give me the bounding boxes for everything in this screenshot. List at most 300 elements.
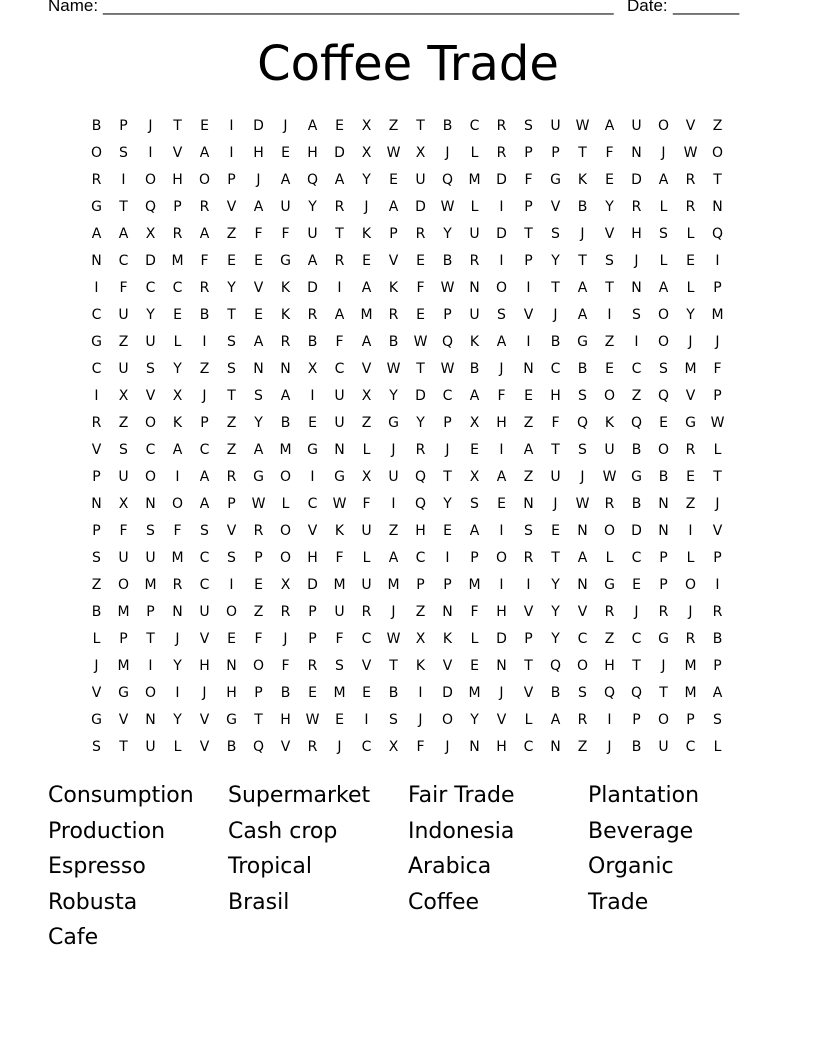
grid-letter: S	[227, 361, 236, 377]
grid-letter: S	[578, 685, 587, 701]
grid-letter: M	[468, 577, 481, 593]
grid-letter: F	[713, 361, 722, 377]
grid-letter: Q	[630, 685, 643, 701]
grid-letter: W	[386, 361, 401, 377]
grid-letter: L	[470, 199, 479, 215]
grid-letter: E	[362, 685, 371, 701]
grid-letter: J	[256, 172, 261, 188]
grid-letter: F	[416, 739, 425, 755]
grid-letter: O	[144, 415, 157, 431]
grid-letter: A	[388, 550, 399, 566]
grid-letter: P	[443, 415, 452, 431]
grid-letter: I	[337, 280, 342, 296]
grid-letter: P	[524, 253, 533, 269]
grid-letter: X	[118, 388, 129, 404]
grid-letter: V	[253, 280, 264, 296]
grid-row	[83, 113, 733, 140]
grid-letter: M	[279, 442, 292, 458]
grid-letter: G	[253, 469, 264, 485]
word-bank-item: Coffee	[408, 889, 480, 915]
grid-letter: R	[685, 172, 696, 188]
grid-letter: R	[172, 577, 183, 593]
grid-letter: V	[199, 739, 210, 755]
grid-letter: G	[334, 469, 345, 485]
grid-letter: H	[253, 145, 264, 161]
grid-letter: U	[334, 388, 345, 404]
grid-letter: R	[415, 226, 426, 242]
grid-letter: R	[577, 712, 588, 728]
grid-letter: E	[524, 388, 533, 404]
grid-letter: J	[499, 685, 504, 701]
word-bank-item: Espresso	[48, 854, 146, 879]
grid-letter: S	[254, 388, 263, 404]
grid-letter: L	[686, 550, 695, 566]
grid-letter: C	[577, 631, 588, 647]
grid-letter: T	[524, 226, 533, 242]
grid-letter: T	[227, 388, 236, 404]
grid-letter: Y	[173, 712, 182, 728]
grid-letter: R	[604, 604, 615, 620]
grid-letter: O	[657, 307, 670, 323]
grid-letter: I	[364, 712, 369, 728]
grid-letter: E	[605, 172, 614, 188]
grid-letter: A	[577, 280, 588, 296]
grid-letter: T	[551, 442, 560, 458]
grid-letter: T	[416, 118, 425, 134]
grid-letter: O	[603, 523, 616, 539]
grid-letter: I	[499, 577, 504, 593]
grid-letter: Z	[604, 334, 615, 350]
grid-letter: T	[713, 469, 722, 485]
grid-letter: G	[91, 712, 102, 728]
word-bank-item: Consumption	[48, 783, 194, 808]
grid-letter: W	[440, 361, 455, 377]
grid-letter: U	[145, 550, 156, 566]
grid-letter: J	[580, 469, 585, 485]
word-bank-item: Arabica	[408, 854, 492, 879]
grid-letter: P	[659, 577, 668, 593]
grid-letter: V	[199, 631, 210, 647]
grid-letter: B	[631, 739, 642, 755]
grid-letter: W	[413, 334, 428, 350]
grid-letter: I	[94, 388, 99, 404]
grid-letter: X	[172, 388, 183, 404]
grid-row	[83, 275, 733, 302]
grid-letter: T	[713, 172, 722, 188]
grid-letter: I	[229, 118, 234, 134]
grid-letter: L	[470, 631, 479, 647]
grid-letter: E	[551, 523, 560, 539]
grid-letter: N	[550, 739, 561, 755]
grid-letter: E	[362, 253, 371, 269]
word-bank-item: Trade	[588, 889, 649, 915]
grid-row	[83, 734, 733, 761]
grid-letter: F	[200, 253, 209, 269]
grid-letter: E	[254, 577, 263, 593]
grid-letter: K	[280, 280, 291, 296]
grid-letter: N	[658, 523, 669, 539]
grid-letter: O	[279, 469, 292, 485]
grid-letter: S	[659, 361, 668, 377]
grid-letter: J	[148, 118, 153, 134]
grid-letter: E	[227, 253, 236, 269]
grid-letter: V	[361, 361, 372, 377]
grid-letter: B	[577, 199, 588, 215]
grid-letter: G	[550, 172, 561, 188]
grid-letter: U	[469, 226, 480, 242]
grid-letter: C	[415, 550, 426, 566]
grid-letter: P	[92, 469, 101, 485]
grid-letter: U	[604, 442, 615, 458]
grid-letter: N	[145, 712, 156, 728]
grid-letter: J	[337, 739, 342, 755]
grid-letter: Z	[91, 577, 102, 593]
grid-letter: N	[91, 496, 102, 512]
grid-letter: X	[361, 118, 372, 134]
grid-row	[83, 383, 733, 410]
grid-letter: L	[686, 280, 695, 296]
grid-letter: M	[387, 577, 400, 593]
grid-letter: A	[361, 280, 372, 296]
grid-letter: E	[227, 631, 236, 647]
grid-letter: A	[118, 226, 129, 242]
grid-letter: E	[308, 415, 317, 431]
grid-letter: P	[146, 604, 155, 620]
grid-letter: J	[94, 658, 99, 674]
grid-letter: J	[688, 334, 693, 350]
grid-letter: Z	[577, 739, 588, 755]
grid-letter: O	[603, 388, 616, 404]
grid-letter: O	[657, 118, 670, 134]
grid-row	[83, 194, 733, 221]
grid-letter: O	[441, 712, 454, 728]
grid-letter: B	[280, 685, 291, 701]
name-blank-line: ______________________________________________________	[103, 0, 614, 15]
grid-letter: C	[91, 361, 102, 377]
grid-letter: U	[199, 604, 210, 620]
grid-letter: A	[199, 226, 210, 242]
grid-letter: A	[334, 172, 345, 188]
grid-letter: U	[145, 739, 156, 755]
grid-letter: F	[362, 496, 371, 512]
grid-letter: A	[199, 496, 210, 512]
grid-letter: V	[226, 523, 237, 539]
grid-letter: V	[496, 712, 507, 728]
grid-letter: Y	[389, 388, 398, 404]
grid-letter: W	[386, 631, 401, 647]
grid-row	[83, 518, 733, 545]
grid-row	[83, 626, 733, 653]
grid-letter: B	[550, 334, 561, 350]
grid-letter: C	[631, 631, 642, 647]
grid-letter: P	[443, 307, 452, 323]
grid-letter: U	[550, 469, 561, 485]
grid-letter: C	[469, 118, 480, 134]
grid-letter: Z	[361, 415, 372, 431]
grid-row	[83, 599, 733, 626]
grid-letter: N	[523, 496, 534, 512]
grid-row	[83, 221, 733, 248]
grid-letter: B	[388, 334, 399, 350]
grid-letter: H	[280, 712, 291, 728]
grid-letter: Z	[118, 334, 129, 350]
grid-row	[83, 545, 733, 572]
grid-letter: O	[117, 577, 130, 593]
grid-letter: C	[442, 388, 453, 404]
grid-letter: W	[683, 145, 698, 161]
grid-letter: S	[578, 442, 587, 458]
grid-letter: Y	[551, 631, 560, 647]
grid-letter: A	[496, 469, 507, 485]
grid-letter: X	[388, 739, 399, 755]
grid-letter: Y	[146, 307, 155, 323]
grid-letter: Q	[603, 685, 616, 701]
grid-letter: I	[310, 388, 315, 404]
grid-row	[83, 437, 733, 464]
grid-letter: F	[470, 604, 479, 620]
grid-letter: U	[361, 523, 372, 539]
grid-letter: C	[334, 361, 345, 377]
grid-letter: X	[307, 361, 318, 377]
grid-letter: X	[361, 469, 372, 485]
grid-row	[83, 410, 733, 437]
grid-letter: I	[715, 577, 720, 593]
grid-letter: S	[389, 712, 398, 728]
grid-letter: J	[715, 496, 720, 512]
grid-letter: A	[712, 685, 723, 701]
grid-letter: G	[118, 685, 129, 701]
grid-letter: A	[469, 388, 480, 404]
grid-letter: Y	[362, 172, 371, 188]
grid-letter: J	[553, 307, 558, 323]
grid-letter: P	[713, 280, 722, 296]
grid-letter: U	[118, 550, 129, 566]
grid-letter: E	[254, 307, 263, 323]
grid-letter: W	[332, 496, 347, 512]
grid-letter: F	[335, 631, 344, 647]
grid-letter: U	[334, 415, 345, 431]
grid-letter: Y	[551, 604, 560, 620]
grid-letter: J	[634, 253, 639, 269]
grid-letter: J	[391, 604, 396, 620]
grid-letter: C	[550, 361, 561, 377]
grid-letter: F	[416, 280, 425, 296]
grid-letter: F	[551, 415, 560, 431]
grid-letter: O	[252, 658, 265, 674]
grid-letter: T	[146, 631, 155, 647]
grid-letter: U	[361, 577, 372, 593]
grid-letter: U	[118, 361, 129, 377]
grid-letter: L	[686, 226, 695, 242]
grid-letter: S	[497, 307, 506, 323]
grid-letter: L	[92, 631, 101, 647]
grid-letter: F	[281, 658, 290, 674]
grid-letter: F	[119, 523, 128, 539]
grid-letter: A	[199, 145, 210, 161]
grid-letter: H	[496, 604, 507, 620]
grid-letter: D	[307, 577, 318, 593]
grid-letter: W	[440, 280, 455, 296]
grid-letter: T	[551, 280, 560, 296]
grid-letter: J	[283, 118, 288, 134]
grid-letter: V	[280, 739, 291, 755]
grid-letter: R	[280, 604, 291, 620]
grid-letter: T	[335, 226, 344, 242]
grid-letter: E	[686, 469, 695, 485]
grid-row	[83, 464, 733, 491]
word-bank-item: Cash crop	[228, 818, 338, 844]
grid-letter: Z	[388, 523, 399, 539]
grid-letter: M	[144, 577, 157, 593]
grid-letter: E	[497, 496, 506, 512]
grid-letter: M	[117, 604, 130, 620]
word-bank-item: Robusta	[48, 889, 138, 915]
grid-letter: C	[631, 550, 642, 566]
grid-letter: V	[307, 523, 318, 539]
grid-letter: M	[711, 307, 724, 323]
grid-letter: Y	[416, 415, 425, 431]
grid-letter: X	[415, 145, 426, 161]
grid-letter: S	[605, 253, 614, 269]
grid-letter: E	[470, 442, 479, 458]
grid-letter: J	[445, 442, 450, 458]
grid-letter: N	[469, 739, 480, 755]
grid-letter: O	[225, 604, 238, 620]
grid-row	[83, 572, 733, 599]
grid-letter: Z	[712, 118, 723, 134]
grid-letter: V	[685, 118, 696, 134]
grid-letter: N	[91, 253, 102, 269]
grid-letter: P	[119, 118, 128, 134]
grid-letter: P	[443, 577, 452, 593]
grid-letter: Q	[306, 172, 319, 188]
grid-letter: B	[577, 361, 588, 377]
grid-letter: N	[145, 496, 156, 512]
grid-letter: A	[172, 442, 183, 458]
grid-letter: P	[551, 145, 560, 161]
grid-letter: Y	[308, 199, 317, 215]
grid-letter: R	[199, 280, 210, 296]
grid-letter: P	[200, 415, 209, 431]
grid-letter: B	[307, 334, 318, 350]
grid-letter: C	[172, 280, 183, 296]
grid-letter: P	[524, 199, 533, 215]
grid-letter: B	[226, 739, 237, 755]
grid-letter: Y	[443, 226, 452, 242]
grid-letter: B	[199, 307, 210, 323]
word-bank-item: Beverage	[588, 818, 694, 844]
grid-letter: L	[362, 442, 371, 458]
grid-letter: P	[173, 199, 182, 215]
grid-letter: G	[91, 334, 102, 350]
grid-letter: R	[307, 739, 318, 755]
word-bank-item: Plantation	[588, 783, 700, 808]
grid-letter: H	[226, 685, 237, 701]
grid-letter: D	[415, 388, 426, 404]
grid-letter: A	[388, 199, 399, 215]
grid-letter: P	[416, 577, 425, 593]
grid-letter: O	[495, 550, 508, 566]
grid-letter: K	[442, 631, 453, 647]
grid-letter: C	[199, 577, 210, 593]
grid-letter: L	[470, 145, 479, 161]
grid-letter: N	[523, 361, 534, 377]
grid-letter: L	[659, 199, 668, 215]
grid-letter: R	[604, 496, 615, 512]
grid-letter: S	[632, 307, 641, 323]
grid-letter: R	[388, 307, 399, 323]
grid-letter: M	[684, 361, 697, 377]
grid-letter: H	[631, 226, 642, 242]
grid-letter: S	[578, 388, 587, 404]
grid-letter: Z	[226, 442, 237, 458]
grid-letter: E	[389, 172, 398, 188]
grid-letter: A	[307, 118, 318, 134]
grid-letter: V	[388, 253, 399, 269]
grid-letter: W	[575, 496, 590, 512]
grid-letter: L	[362, 550, 371, 566]
grid-letter: B	[91, 118, 102, 134]
grid-letter: Y	[227, 280, 236, 296]
grid-letter: I	[526, 280, 531, 296]
grid-letter: A	[91, 226, 102, 242]
grid-row	[83, 653, 733, 680]
grid-letter: R	[361, 604, 372, 620]
grid-letter: V	[550, 199, 561, 215]
grid-letter: I	[499, 523, 504, 539]
grid-letter: M	[333, 577, 346, 593]
grid-letter: I	[148, 658, 153, 674]
grid-letter: T	[551, 550, 560, 566]
grid-letter: D	[631, 523, 642, 539]
grid-letter: Y	[254, 415, 263, 431]
grid-letter: A	[199, 469, 210, 485]
grid-letter: N	[226, 658, 237, 674]
grid-row	[83, 302, 733, 329]
grid-letter: T	[389, 658, 398, 674]
grid-letter: K	[361, 226, 372, 242]
grid-letter: C	[145, 280, 156, 296]
grid-letter: O	[684, 577, 697, 593]
grid-letter: U	[658, 739, 669, 755]
grid-letter: I	[499, 442, 504, 458]
grid-letter: I	[445, 550, 450, 566]
grid-letter: E	[605, 361, 614, 377]
grid-letter: G	[226, 712, 237, 728]
grid-letter: V	[523, 604, 534, 620]
grid-letter: J	[634, 604, 639, 620]
grid-letter: B	[631, 496, 642, 512]
grid-letter: Y	[551, 253, 560, 269]
grid-letter: E	[416, 253, 425, 269]
grid-letter: X	[118, 496, 129, 512]
grid-letter: T	[119, 739, 128, 755]
grid-letter: M	[468, 685, 481, 701]
grid-letter: Y	[470, 712, 479, 728]
grid-letter: W	[440, 199, 455, 215]
grid-letter: D	[496, 226, 507, 242]
grid-letter: F	[281, 226, 290, 242]
grid-letter: B	[442, 118, 453, 134]
grid-letter: G	[388, 415, 399, 431]
grid-letter: Q	[576, 415, 589, 431]
grid-letter: I	[229, 145, 234, 161]
grid-letter: A	[577, 550, 588, 566]
grid-letter: H	[172, 172, 183, 188]
grid-letter: U	[388, 469, 399, 485]
grid-letter: L	[659, 253, 668, 269]
grid-letter: B	[550, 685, 561, 701]
